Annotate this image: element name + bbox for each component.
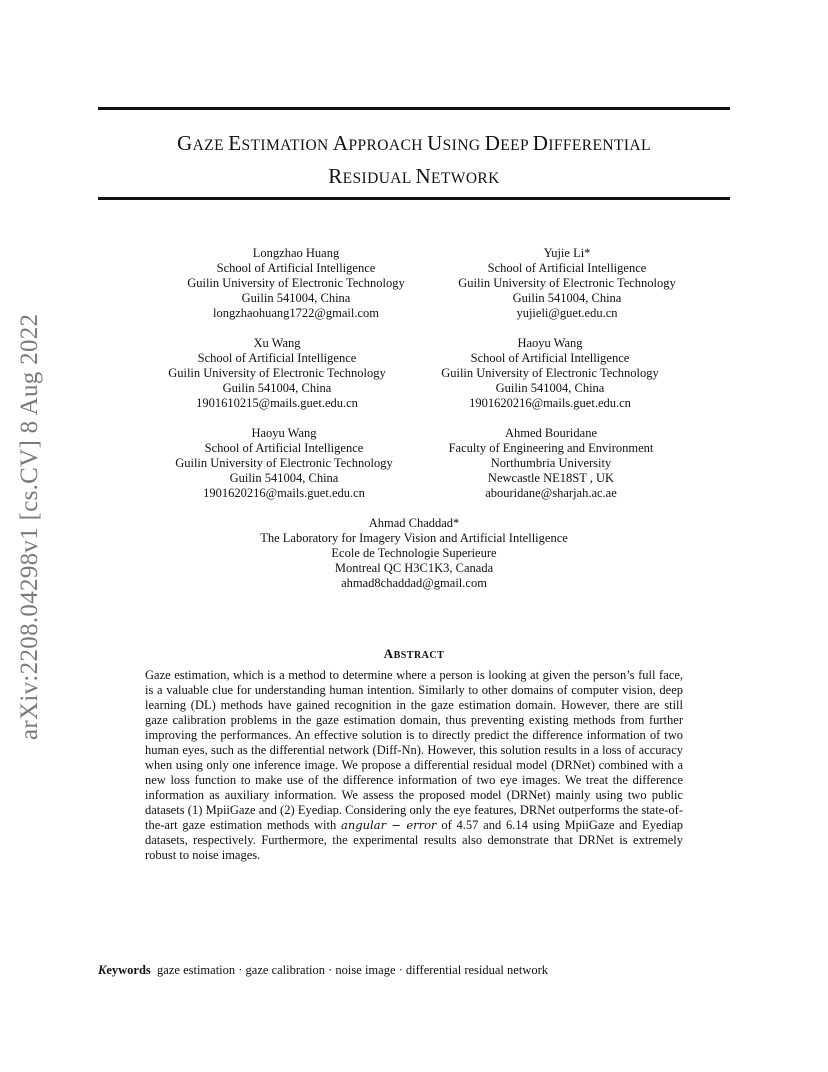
title-smallcaps: SING — [442, 137, 485, 154]
abstract-heading-cap: A — [383, 646, 394, 661]
author-email: longzhaohuang1722@gmail.com — [213, 306, 379, 320]
keywords-label-initial: K — [98, 963, 107, 977]
author-department: The Laboratory for Imagery Vision and Artificial Intelligence — [260, 531, 568, 545]
author-email: yujieli@guet.edu.cn — [516, 306, 618, 320]
author-entry — [400, 336, 700, 411]
keywords-label — [98, 963, 151, 977]
author-email: 1901620216@mails.guet.edu.cn — [469, 396, 631, 410]
title-smallcaps: EEP — [500, 137, 533, 154]
title-cap: D — [532, 131, 549, 155]
title-smallcaps: AZE — [192, 137, 229, 154]
author-department: School of Artificial Intelligence — [470, 351, 630, 365]
author-address: Guilin 541004, China — [222, 381, 332, 395]
author-department: School of Artificial Intelligence — [216, 261, 376, 275]
title-line-1 — [98, 128, 730, 161]
title-cap: A — [332, 131, 349, 155]
arxiv-identifier: arXiv:2208.04298v1 [cs.CV] 8 Aug 2022 — [16, 313, 43, 740]
title-smallcaps: PPROACH — [348, 137, 428, 154]
author-institution: Guilin University of Electronic Technology — [187, 276, 405, 290]
title-smallcaps: STIMATION — [241, 137, 333, 154]
author-address: Guilin 541004, China — [512, 291, 622, 305]
title-cap: E — [228, 131, 242, 155]
abstract-text — [145, 668, 683, 863]
author-name: Ahmad Chaddad* — [368, 516, 460, 530]
author-institution: Guilin University of Electronic Technology — [441, 366, 659, 380]
title-line-2 — [98, 161, 730, 194]
title-cap: D — [484, 131, 501, 155]
title-cap: U — [427, 131, 443, 155]
author-email: ahmad8chaddad@gmail.com — [341, 576, 487, 590]
title-cap: N — [415, 164, 432, 188]
keywords-label-rest: eywords — [106, 963, 151, 977]
paper-title — [98, 128, 730, 194]
title-bottom-rule — [98, 197, 730, 200]
abstract-text-part: Gaze estimation, which is a method to determine where a person is looking at given the person’s full face, is a valuable clue for understanding human intention. Similarly to other domains of computer vision, deep learning (DL) methods have gained recognition in the gaze estimation domain. However, there are still gaze calibration problems in the gaze estimation domain, thus preventing existing methods from further improving the performances. An effective solution is to directly predict the difference information of two human eyes, such as the differential network (Diff-Nn). However, this solution results in a loss of accuracy when using only one inference image. We propose a differential residual model (DRNet) combined with a new loss function to make use of the difference information of two eye images. We treat the difference information as auxiliary information. We assess the proposed model (DRNet) mainly using two public datasets (1) MpiiGaze and (2) Eyediap. Considering only the eye features, DRNet outperforms the state-of-the-art gaze estimation methods with — [145, 668, 683, 832]
author-name: Yujie Li* — [543, 246, 591, 260]
author-institution: Guilin University of Electronic Technology — [175, 456, 393, 470]
author-institution: Northumbria University — [490, 456, 612, 470]
author-address: Montreal QC H3C1K3, Canada — [334, 561, 494, 575]
abstract-math-term: angular − error — [341, 818, 437, 832]
author-entry — [214, 516, 614, 591]
author-email: abouridane@sharjah.ac.ae — [485, 486, 617, 500]
author-entry — [146, 246, 446, 321]
title-cap: R — [328, 164, 343, 188]
author-department: School of Artificial Intelligence — [197, 351, 357, 365]
author-department: Faculty of Engineering and Environment — [448, 441, 654, 455]
author-department: School of Artificial Intelligence — [204, 441, 364, 455]
title-smallcaps: ESIDUAL — [342, 170, 416, 187]
abstract-heading-smallcaps: BSTRACT — [393, 650, 445, 661]
author-institution: Ecole de Technologie Superieure — [331, 546, 497, 560]
author-institution: Guilin University of Electronic Technology — [168, 366, 386, 380]
title-smallcaps: IFFERENTIAL — [548, 137, 651, 154]
author-address: Newcastle NE18ST , UK — [487, 471, 615, 485]
author-name: Longzhao Huang — [252, 246, 340, 260]
author-entry — [401, 426, 701, 501]
title-smallcaps: ETWORK — [431, 170, 500, 187]
author-email: 1901610215@mails.guet.edu.cn — [196, 396, 358, 410]
author-name: Xu Wang — [253, 336, 301, 350]
keywords-line — [98, 963, 548, 978]
title-cap: G — [177, 131, 193, 155]
author-name: Ahmed Bouridane — [505, 426, 597, 440]
author-institution: Guilin University of Electronic Technology — [458, 276, 676, 290]
abstract-text-part: of 4.57 and 6.14 using MpiiGaze and Eyediap datasets, respectively. Furthermore, the experimental results also demonstrate that DRNet is extremely robust to noise images. — [145, 818, 684, 862]
author-address: Guilin 541004, China — [229, 471, 339, 485]
author-department: School of Artificial Intelligence — [487, 261, 647, 275]
keywords-list: gaze estimation · gaze calibration · noise image · differential residual network — [157, 963, 548, 977]
author-name: Haoyu Wang — [251, 426, 317, 440]
author-entry — [134, 426, 434, 501]
author-entry — [417, 246, 717, 321]
author-address: Guilin 541004, China — [495, 381, 605, 395]
abstract-heading — [0, 646, 828, 662]
title-top-rule — [98, 107, 730, 110]
author-entry — [127, 336, 427, 411]
author-address: Guilin 541004, China — [241, 291, 351, 305]
author-email: 1901620216@mails.guet.edu.cn — [203, 486, 365, 500]
author-name: Haoyu Wang — [517, 336, 583, 350]
